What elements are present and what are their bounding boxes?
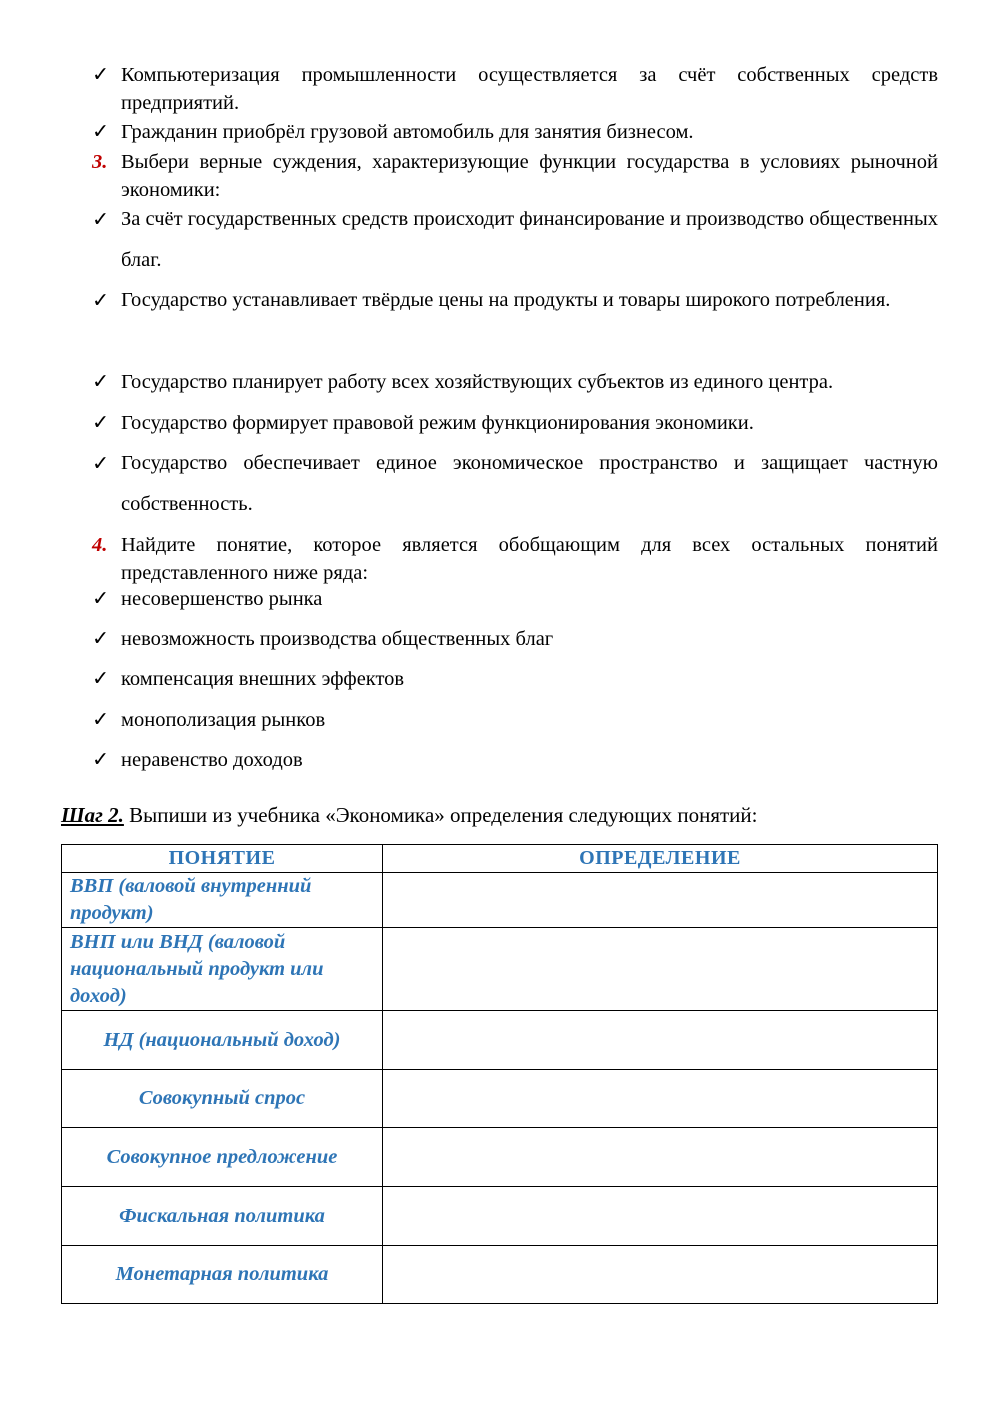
list-item — [92, 665, 938, 693]
question-text: Выбери верные суждения, характеризующие функции государства в условиях рыночной экономики: — [121, 151, 938, 201]
step-2-heading — [61, 801, 758, 829]
term-cell: Совокупный спрос — [62, 1070, 383, 1128]
definition-cell[interactable] — [383, 1070, 938, 1128]
list-item-text: За счёт государственных средств происходит финансирование и производство общественных благ. — [121, 208, 938, 271]
definition-cell[interactable] — [383, 1011, 938, 1070]
definition-cell[interactable] — [383, 1246, 938, 1304]
check-icon: ✓ — [92, 749, 110, 771]
term-cell: Совокупное предложение — [62, 1128, 383, 1187]
check-icon: ✓ — [92, 371, 110, 393]
check-icon: ✓ — [92, 412, 110, 434]
question-number: 4. — [92, 534, 108, 556]
list-item-text: неравенство доходов — [121, 749, 303, 771]
table-row — [62, 1070, 938, 1128]
list-item — [92, 450, 938, 525]
list-item-text: Гражданин приобрёл грузовой автомобиль для занятия бизнесом. — [121, 121, 694, 143]
list-item — [92, 118, 938, 146]
definition-cell[interactable] — [383, 928, 938, 1011]
table-row — [62, 1187, 938, 1246]
check-icon: ✓ — [92, 209, 110, 231]
check-icon: ✓ — [92, 709, 110, 731]
list-item — [92, 746, 938, 774]
list-item — [92, 287, 938, 321]
check-icon: ✓ — [92, 64, 110, 86]
list-item-text: Государство обеспечивает единое экономическое пространство и защищает частную собственность. — [121, 452, 938, 515]
term-cell: ВВП (валовой внутренний продукт) — [62, 873, 383, 928]
list-item — [92, 368, 938, 396]
list-item — [92, 625, 938, 653]
list-item-text: несовершенство рынка — [121, 588, 323, 610]
question-4 — [92, 531, 938, 587]
list-item — [92, 585, 938, 613]
header-concept: ПОНЯТИЕ — [62, 845, 383, 873]
list-item-text: Государство планирует работу всех хозяйствующих субъектов из единого центра. — [121, 371, 834, 393]
definition-cell[interactable] — [383, 1187, 938, 1246]
question-text: Найдите понятие, которое является обобщающим для всех остальных понятий представленного ниже ряда: — [121, 534, 938, 584]
list-item — [92, 61, 938, 117]
definition-cell[interactable] — [383, 873, 938, 928]
list-item-text: компенсация внешних эффектов — [121, 668, 405, 690]
table-row — [62, 1246, 938, 1304]
term-cell: НД (национальный доход) — [62, 1011, 383, 1070]
check-icon: ✓ — [92, 628, 110, 650]
table-row — [62, 928, 938, 1011]
table-row — [62, 1011, 938, 1070]
list-item — [92, 706, 938, 734]
check-icon: ✓ — [92, 588, 110, 610]
check-icon: ✓ — [92, 121, 110, 143]
table-header-row — [62, 845, 938, 873]
term-cell: Монетарная политика — [62, 1246, 383, 1304]
step-text: Выпиши из учебника «Экономика» определения следующих понятий: — [123, 803, 758, 827]
check-icon: ✓ — [92, 290, 110, 312]
table-row — [62, 873, 938, 928]
list-item-text: монополизация рынков — [121, 709, 326, 731]
list-item — [92, 206, 938, 281]
header-definition: ОПРЕДЕЛЕНИЕ — [383, 845, 938, 873]
table-row — [62, 1128, 938, 1187]
question-3 — [92, 148, 938, 204]
list-item-text: Государство устанавливает твёрдые цены на продукты и товары широкого потребления. — [121, 289, 891, 311]
term-cell: ВНП или ВНД (валовой национальный продукт или доход) — [62, 928, 383, 1011]
list-item-text: Государство формирует правовой режим функционирования экономики. — [121, 412, 754, 434]
definitions-table — [61, 844, 938, 1304]
question-number: 3. — [92, 151, 108, 173]
check-icon: ✓ — [92, 453, 110, 475]
definition-cell[interactable] — [383, 1128, 938, 1187]
term-cell: Фискальная политика — [62, 1187, 383, 1246]
check-icon: ✓ — [92, 668, 110, 690]
list-item-text: невозможность производства общественных благ — [121, 628, 554, 650]
list-item-text: Компьютеризация промышленности осуществляется за счёт собственных средств предприятий. — [121, 64, 938, 114]
list-item — [92, 409, 938, 437]
step-label: Шаг 2. — [61, 803, 124, 827]
